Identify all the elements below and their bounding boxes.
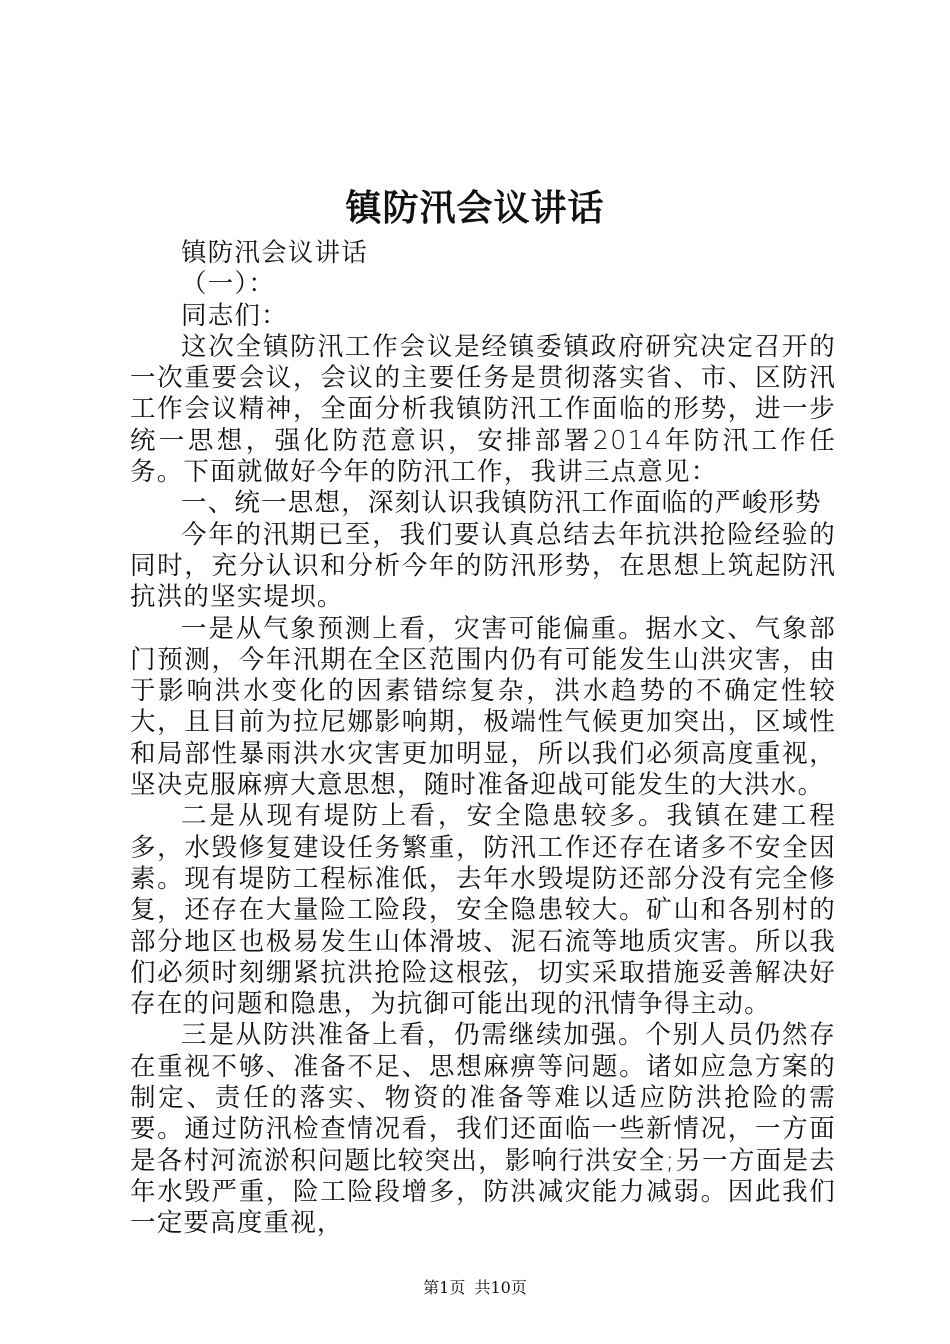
paragraph-point-three: 三是从防洪准备上看，仍需继续加强。个别人员仍然存在重视不够、准备不足、思想麻痹等问题。诸如应急方案的制定、责任的落实、物资的准备等难以适应防洪抢险的需要。通过防汛检查情况看，我们还面临一些新情况，一方面是各村河流淤积问题比较突出，影响行洪安全;另一方面是去年水毁严重，险工险段增多，防洪减灾能力减弱。因此我们一定要高度重视， [130,1020,836,1239]
document-body [130,238,836,1240]
page-footer [0,1276,950,1300]
paragraph-flood-season: 今年的汛期已至，我们要认真总结去年抗洪抢险经验的同时，充分认识和分析今年的防汛形势，在思想上筑起防汛抗洪的坚实堤坝。 [130,519,836,613]
paragraph-salutation: 同志们： [181,300,288,331]
paragraph-intro: 这次全镇防汛工作会议是经镇委镇政府研究决定召开的一次重要会议，会议的主要任务是贯彻落实省、市、区防汛工作会议精神，全面分析我镇防汛工作面临的形势，进一步统一思想，强化防范意识，安排部署2014年防汛工作任务。下面就做好今年的防汛工作，我讲三点意见： [130,331,836,488]
paragraph-heading-repeat: 镇防汛会议讲话 [181,238,368,268]
paragraph-point-two: 二是从现有堤防上看，安全隐患较多。我镇在建工程多，水毁修复建设任务繁重，防汛工作还存在诸多不安全因素。现有堤防工程标准低，去年水毁堤防还部分没有完全修复，还存在大量险工险段，安全隐患较大。矿山和各别村的部分地区也极易发生山体滑坡、泥石流等地质灾害。所以我们必须时刻绷紧抗洪抢险这根弦，切实采取措施妥善解决好存在的问题和隐患，为抗御可能出现的汛情争得主动。 [130,801,836,1020]
paragraph-section-marker: （一）： [181,269,276,300]
page-number: 第1页 [423,1278,466,1297]
page-total: 共10页 [474,1278,527,1297]
paragraph-section-heading: 一、统一思想，深刻认识我镇防汛工作面临的严峻形势 [181,488,822,519]
document-title: 镇防汛会议讲话 [345,187,605,229]
paragraph-point-one: 一是从气象预测上看，灾害可能偏重。据水文、气象部门预测，今年汛期在全区范围内仍有可能发生山洪灾害，由于影响洪水变化的因素错综复杂，洪水趋势的不确定性较大，且目前为拉尼娜影响期，极端性气候更加突出，区域性和局部性暴雨洪水灾害更加明显，所以我们必须高度重视，坚决克服麻痹大意思想，随时准备迎战可能发生的大洪水。 [130,613,836,801]
